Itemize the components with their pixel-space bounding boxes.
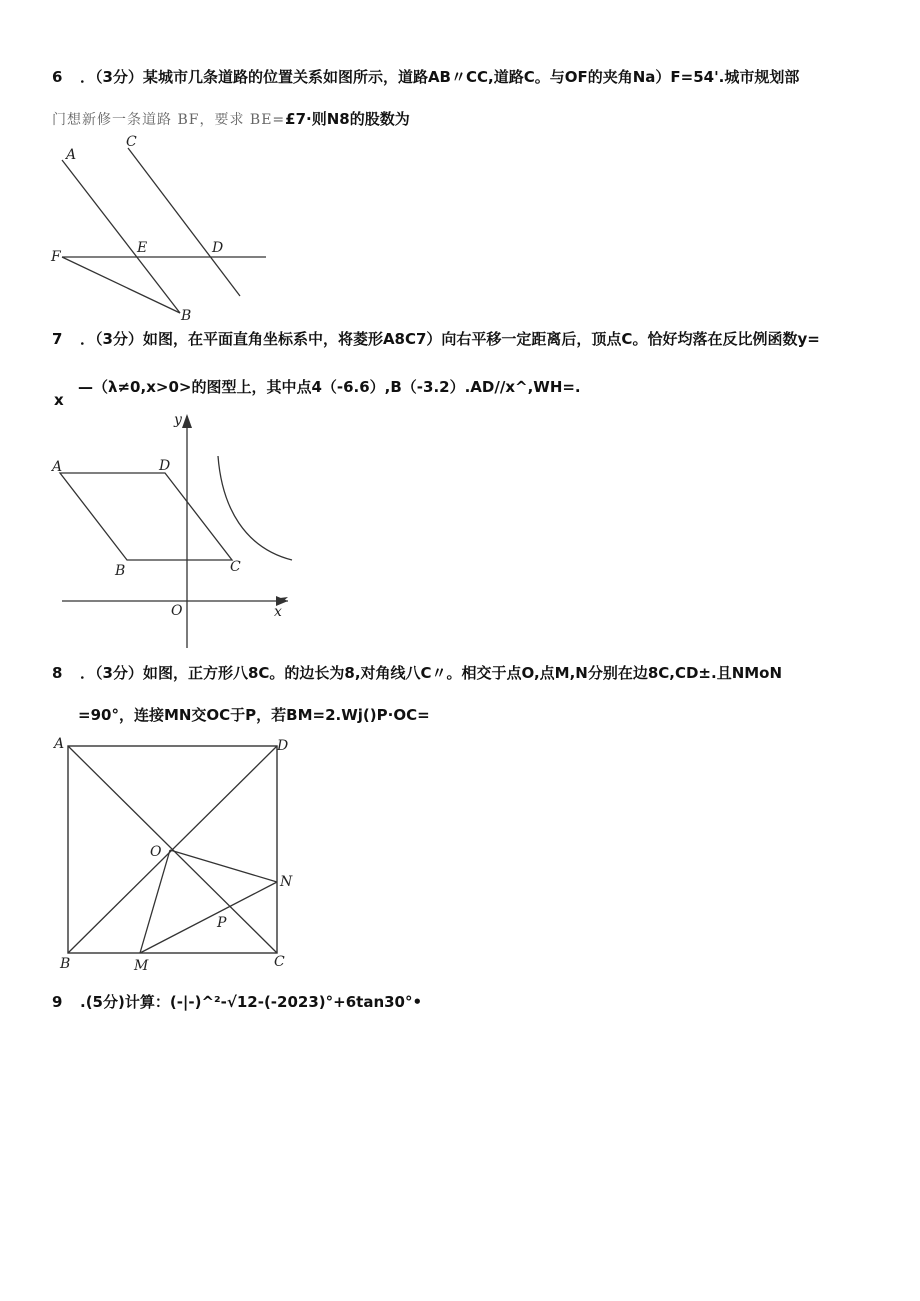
q7-line2-text: —（λ≠0,x>0>的图型上，其中点4（-6.6）,B（-3.2）.AD//x^,WH=. xyxy=(78,378,581,396)
q8-segment-on xyxy=(170,850,277,882)
q7-label-a: A xyxy=(52,459,63,475)
q6-line2 xyxy=(52,108,410,129)
q7-rhombus xyxy=(60,473,232,560)
q8-text: ．（3分）如图，正方形八8C。的边长为8,对角线八C〃。相交于点O,点M,N分别在边8C,CD±.且NMoN xyxy=(80,664,783,682)
q7-y-arrowhead xyxy=(182,414,192,428)
q8-label-o: O xyxy=(150,844,162,860)
q6-text: ．（3分）某城市几条道路的位置关系如图所示，道路AB〃CC,道路C。与OF的夹角Na）F=54'.城市规划部 xyxy=(80,68,800,86)
q6-line-fb xyxy=(62,257,180,313)
q8-figure xyxy=(40,728,310,978)
q8-label-b: B xyxy=(60,956,71,972)
q9-line1 xyxy=(52,991,422,1012)
q8-label-d: D xyxy=(277,738,289,754)
q6-figure xyxy=(40,130,280,325)
q6-line2-rest: £7·则N8的股数为 xyxy=(285,110,410,128)
q7-text: ．（3分）如图，在平面直角坐标系中，将菱形A8C7）向右平移一定距离后，顶点C。恰好均落在反比例函数y= xyxy=(80,330,820,348)
q6-label-b: B xyxy=(181,308,192,324)
q6-line-cd xyxy=(128,148,240,296)
q7-label-d: D xyxy=(159,458,171,474)
q7-figure xyxy=(40,408,300,653)
q6-line1 xyxy=(52,66,799,87)
q9-number: 9 xyxy=(52,993,63,1011)
q8-segment-mn xyxy=(140,882,277,953)
q6-number: 6 xyxy=(52,68,63,86)
q6-label-e: E xyxy=(137,240,148,256)
q6-label-d: D xyxy=(212,240,224,256)
q8-label-a: A xyxy=(54,736,65,752)
q8-label-m: M xyxy=(134,958,149,974)
q8-line2-text: =90°，连接MN交OC于P，若BM=2.Wj()P·OC= xyxy=(78,706,430,724)
q7-line1 xyxy=(52,328,820,349)
q8-line1 xyxy=(52,662,782,683)
q7-line2 xyxy=(78,376,581,397)
q6-line-ab xyxy=(62,160,180,313)
q7-label-o: O xyxy=(171,603,183,619)
q7-label-b: B xyxy=(115,563,126,579)
q6-label-c: C xyxy=(126,134,137,150)
q7-label-y: y xyxy=(174,412,182,428)
q6-label-a: A xyxy=(66,147,77,163)
q8-label-c: C xyxy=(274,954,285,970)
q7-label-c: C xyxy=(230,559,241,575)
q8-number: 8 xyxy=(52,664,63,682)
q8-line2 xyxy=(78,704,430,725)
q8-label-n: N xyxy=(280,874,293,890)
q7-number: 7 xyxy=(52,330,63,348)
q7-label-x: x xyxy=(274,604,282,620)
q6-label-f: F xyxy=(51,249,61,265)
q7-denominator: x xyxy=(54,391,64,409)
q7-hyperbola xyxy=(218,456,292,560)
q6-line2-gray: 门想新修一条道路 BF，要求 BE= xyxy=(52,112,286,128)
q8-label-p: P xyxy=(217,915,227,931)
q8-segment-om xyxy=(140,850,170,953)
q9-text: .(5分)计算：(-|-)^²-√12-(-2023)°+6tan30°• xyxy=(80,993,423,1011)
